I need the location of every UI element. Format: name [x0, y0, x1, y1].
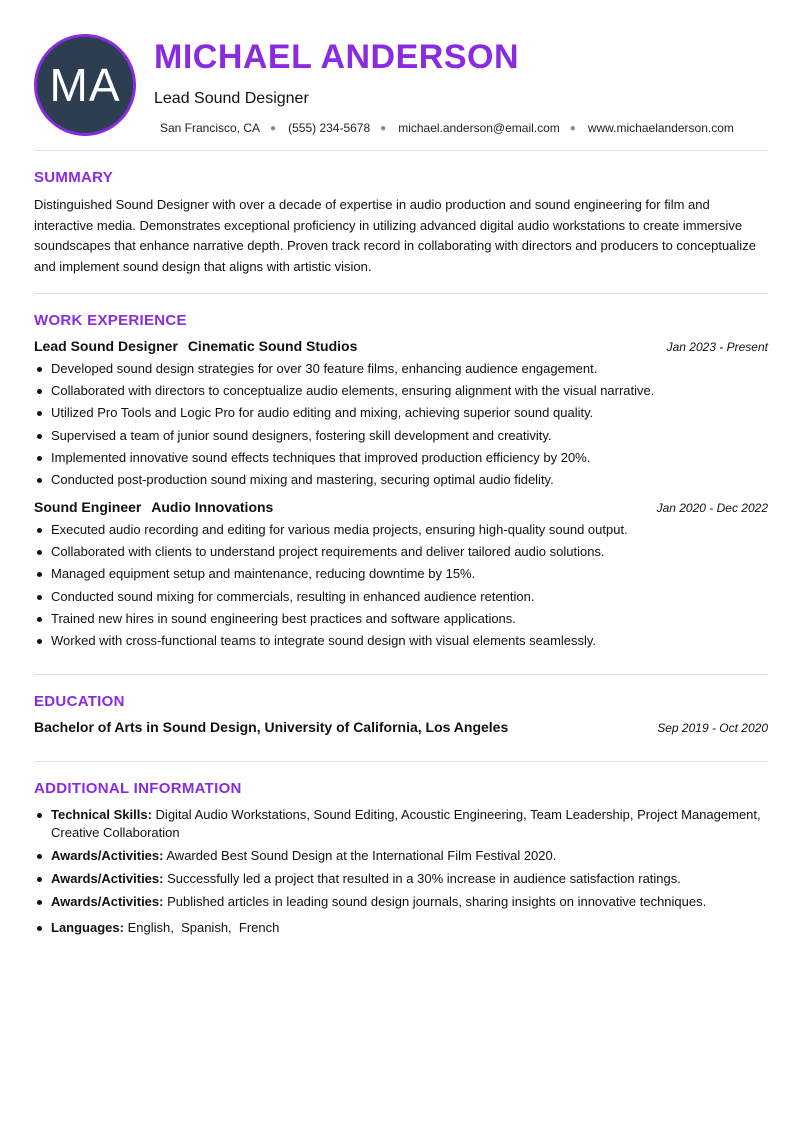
list-item — [34, 870, 768, 888]
info-label: Awards/Activities: — [51, 893, 164, 909]
info-label: Technical Skills: — [51, 806, 152, 822]
section-title: WORK EXPERIENCE — [34, 312, 187, 329]
list-item: Supervised a team of junior sound designers, fostering skill development and creativity. — [34, 427, 768, 445]
job-header — [34, 338, 768, 354]
list-item — [34, 919, 768, 937]
job-title: Sound Engineer — [34, 498, 142, 515]
list-item: Implemented innovative sound effects techniques that improved production efficiency by 20%. — [34, 449, 768, 467]
avatar-initials: MA — [49, 59, 121, 111]
education-dates: Sep 2019 - Oct 2020 — [657, 720, 768, 735]
additional-info-list — [34, 806, 768, 937]
experience-section — [34, 294, 768, 674]
list-item: Collaborated with directors to conceptualize audio elements, ensuring alignment with the visual narrative. — [34, 382, 768, 400]
list-item: Executed audio recording and editing for various media projects, ensuring high-quality sound output. — [34, 521, 768, 539]
list-item: Conducted post-production sound mixing and mastering, securing optimal audio fidelity. — [34, 471, 768, 489]
section-title: EDUCATION — [34, 692, 125, 710]
section-title: ADDITIONAL INFORMATION — [34, 779, 242, 797]
candidate-role: Lead Sound Designer — [154, 90, 309, 107]
info-text: Awarded Best Sound Design at the International Film Festival 2020. — [166, 847, 557, 863]
job-entry — [34, 499, 768, 650]
info-label: Languages: — [51, 919, 124, 935]
candidate-name: MICHAEL ANDERSON — [154, 38, 520, 76]
education-section — [34, 675, 768, 761]
bullet-separator-icon: ● — [569, 122, 576, 134]
bullet-separator-icon: ● — [380, 122, 387, 134]
contact-location: San Francisco, CA — [160, 121, 261, 135]
contact-phone: (555) 234-5678 — [288, 121, 371, 135]
info-text: Digital Audio Workstations, Sound Editing, Acoustic Engineering, Team Leadership, Project Management, Creative Collaboration — [51, 806, 761, 840]
job-company: Cinematic Sound Studios — [187, 338, 358, 354]
bullet-separator-icon: ● — [270, 122, 277, 134]
degree: Bachelor of Arts in Sound Design, University of California, Los Angeles — [34, 718, 509, 735]
info-text: Published articles in leading sound design journals, sharing insights on innovative techniques. — [167, 893, 707, 909]
resume-header — [34, 34, 768, 150]
job-dates: Jan 2023 - Present — [666, 340, 768, 354]
summary-section — [34, 151, 768, 293]
info-text: Successfully led a project that resulted in a 30% increase in audience satisfaction ratings. — [167, 870, 681, 886]
job-header — [34, 499, 768, 515]
contact-email[interactable]: michael.anderson@email.com — [398, 121, 560, 135]
list-item — [34, 847, 768, 865]
list-item: Trained new hires in sound engineering best practices and software applications. — [34, 610, 768, 628]
additional-info-section — [34, 762, 768, 958]
job-company: Audio Innovations — [151, 498, 274, 515]
list-item: Worked with cross-functional teams to integrate sound design with visual elements seamlessly. — [34, 632, 768, 650]
info-label: Awards/Activities: — [51, 847, 164, 863]
job-dates: Jan 2020 - Dec 2022 — [656, 500, 768, 515]
list-item: Utilized Pro Tools and Logic Pro for audio editing and mixing, achieving superior sound quality. — [34, 404, 768, 422]
list-item: Developed sound design strategies for over 30 feature films, enhancing audience engagement. — [34, 360, 768, 378]
education-entry — [34, 719, 768, 735]
section-title: SUMMARY — [34, 169, 114, 186]
avatar — [34, 34, 136, 136]
list-item — [34, 806, 768, 842]
job-bullets — [34, 521, 768, 650]
list-item: Conducted sound mixing for commercials, resulting in enhanced audience retention. — [34, 588, 768, 606]
summary-text: Distinguished Sound Designer with over a decade of expertise in audio production and sound engineering for film and interactive media. Demonstrates exceptional proficiency in utilizing advanced digital audio workstations to create immersive soundscapes that enhance narrative depth. Proven track record in collaborating with directors and producers to conceptualize and implement sound design that aligns with artistic vision. — [34, 197, 756, 274]
info-label: Awards/Activities: — [51, 870, 164, 886]
contact-bar — [160, 121, 734, 135]
resume-page — [34, 34, 768, 958]
job-title: Lead Sound Designer — [34, 338, 178, 354]
job-bullets — [34, 360, 768, 489]
contact-website[interactable]: www.michaelanderson.com — [587, 121, 734, 135]
list-item: Managed equipment setup and maintenance, reducing downtime by 15%. — [34, 565, 768, 583]
info-text: English, Spanish, French — [127, 919, 280, 935]
list-item — [34, 893, 768, 911]
job-entry — [34, 338, 768, 489]
list-item: Collaborated with clients to understand project requirements and deliver tailored audio solutions. — [34, 543, 768, 561]
